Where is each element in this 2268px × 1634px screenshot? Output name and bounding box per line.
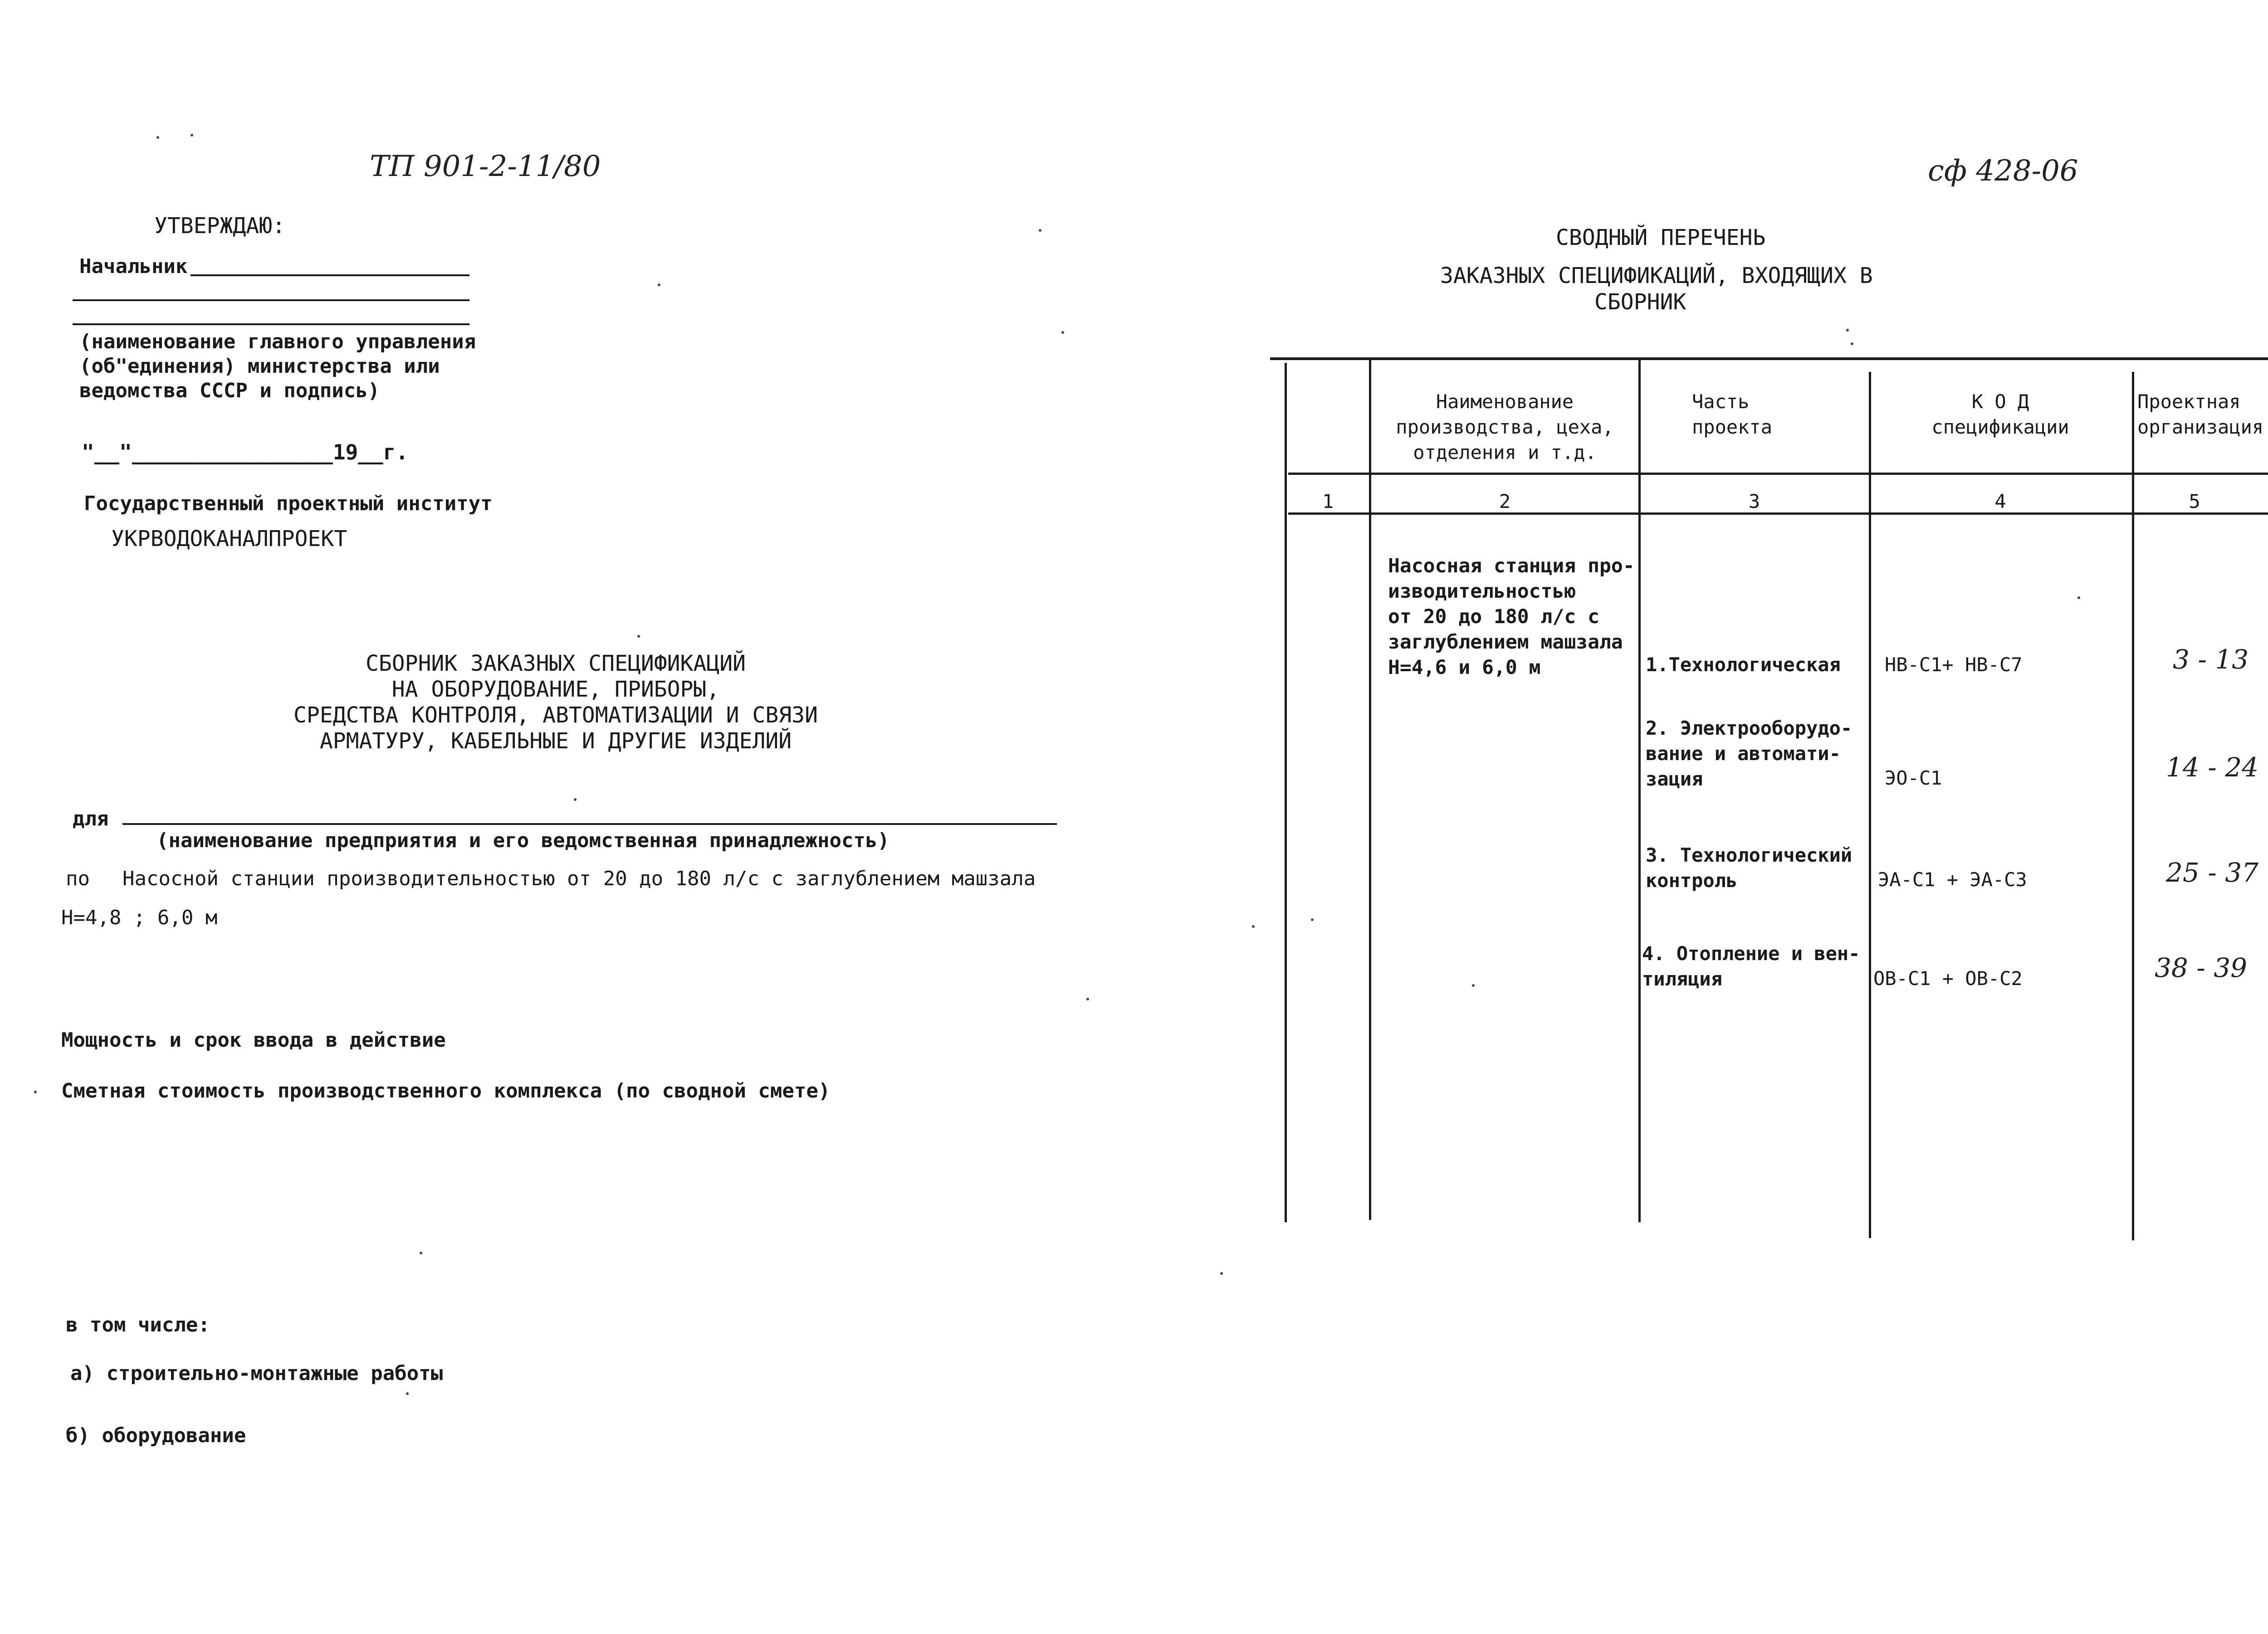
title-line-3: СРЕДСТВА КОНТРОЛЯ, АВТОМАТИЗАЦИИ И СВЯЗИ (293, 702, 818, 728)
speck (191, 134, 193, 137)
summary-subheading-2: СБОРНИК (1594, 289, 1686, 315)
speck (1851, 342, 1853, 345)
row-4-pages: 38 - 39 (2155, 952, 2248, 983)
for-note: (наименование предприятия и его ведомственная принадлежность) (156, 829, 890, 852)
col-num-5: 5 (2189, 490, 2200, 512)
col-num-3: 3 (1748, 490, 1760, 512)
po-text-2: Н=4,8 ; 6,0 м (61, 906, 218, 929)
speck (406, 1392, 409, 1395)
speck (420, 1252, 422, 1254)
for-label: для (73, 807, 109, 830)
item-a: а) строительно-монтажные работы (70, 1362, 443, 1385)
header-org: Проектная организация (2137, 390, 2264, 438)
speck (1472, 984, 1475, 987)
power-label: Мощность и срок ввода в действие (61, 1029, 446, 1052)
speck (156, 136, 159, 139)
speck (1311, 918, 1314, 921)
speck (34, 1091, 37, 1093)
speck (1846, 329, 1849, 332)
po-text: Насосной станции производительностью от 20 до 180 л/с с заглублением машзала (122, 867, 1036, 890)
row-3-part: 3. Технологический контроль (1646, 844, 1853, 892)
col-border-1 (1369, 358, 1371, 1220)
row-3-pages: 25 - 37 (2166, 857, 2259, 888)
cost-label: Сметная стоимость производственного комплекса (по сводной смете) (61, 1079, 831, 1102)
handwritten-project-code: ТП 901-2-11/80 (370, 150, 601, 183)
row-1-code: НВ-С1+ НВ-С7 (1885, 654, 2023, 676)
chief-note-line-2: (об"единения) министерства или (79, 355, 440, 378)
row-1-part: 1.Технологическая (1646, 654, 1841, 676)
chief-signature-line (191, 274, 469, 276)
item-b: б) оборудование (66, 1424, 246, 1447)
speck (2077, 596, 2080, 599)
col-border-left (1285, 363, 1287, 1222)
row-3-code: ЭА-С1 + ЭА-С3 (1878, 868, 2027, 891)
speck (1061, 331, 1064, 334)
row-2-part: 2. Электрооборудо- вание и автомати- зация (1646, 717, 1853, 790)
production-cell: Насосная станция про- изводительностью от 20 до 180 л/с с заглублением машзала Н=4,6 и 6,0 м (1388, 555, 1635, 679)
chief-note-line-3: ведомства СССР и подпись) (79, 379, 380, 402)
row-2-code: ЭО-С1 (1885, 767, 1942, 789)
chief-label: Начальник (79, 255, 188, 278)
handwritten-sheet-code: сф 428-06 (1928, 154, 2078, 188)
speck (1220, 1272, 1223, 1275)
po-label: по (66, 867, 90, 890)
institute-label: Государственный проектный институт (84, 492, 493, 515)
institute-name: УКРВОДОКАНАЛПРОЕКТ (111, 526, 347, 551)
header-production: Наименование производства, цеха, отделения и т.д. (1396, 390, 1614, 463)
table-top-border (1270, 357, 2268, 360)
row-2-pages: 14 - 24 (2166, 752, 2259, 783)
row-4-code: ОВ-С1 + ОВ-С2 (1873, 967, 2023, 990)
chief-line-3 (73, 323, 469, 325)
header-code: К О Д спецификации (1931, 390, 2069, 438)
title-line-2: НА ОБОРУДОВАНИЕ, ПРИБОРЫ, (391, 677, 720, 702)
speck (1039, 229, 1041, 232)
row-4-part: 4. Отопление и вен- тиляция (1642, 942, 1860, 990)
summary-subheading-1: ЗАКАЗНЫХ СПЕЦИФИКАЦИЙ, ВХОДЯЩИХ В (1440, 263, 1873, 288)
approval-date: "__"________________19__г. (82, 440, 409, 464)
for-line (122, 823, 1057, 825)
col-border-4 (2132, 372, 2134, 1240)
col-num-1: 1 (1322, 490, 1334, 512)
col-num-2: 2 (1499, 490, 1511, 512)
approve-label: УТВЕРЖДАЮ: (154, 213, 285, 239)
row-1-pages: 3 - 13 (2173, 644, 2249, 675)
col-border-2 (1638, 358, 1641, 1222)
title-line-1: СБОРНИК ЗАКАЗНЫХ СПЕЦИФИКАЦИЙ (365, 651, 746, 676)
col-num-4: 4 (1994, 490, 2006, 512)
including-label: в том числе: (66, 1313, 210, 1336)
speck (1252, 925, 1255, 928)
speck (1086, 998, 1089, 1000)
header-bottom-border (1288, 473, 2268, 475)
speck (574, 798, 577, 801)
summary-heading: СВОДНЫЙ ПЕРЕЧЕНЬ (1556, 225, 1766, 250)
header-part: Часть проекта (1692, 390, 1773, 438)
chief-note-line-1: (наименование главного управления (79, 330, 476, 353)
title-line-4: АРМАТУРУ, КАБЕЛЬНЫЕ И ДРУГИЕ ИЗДЕЛИЙ (319, 728, 792, 754)
speck (637, 635, 640, 638)
chief-line-2 (73, 299, 469, 301)
speck (658, 283, 660, 286)
